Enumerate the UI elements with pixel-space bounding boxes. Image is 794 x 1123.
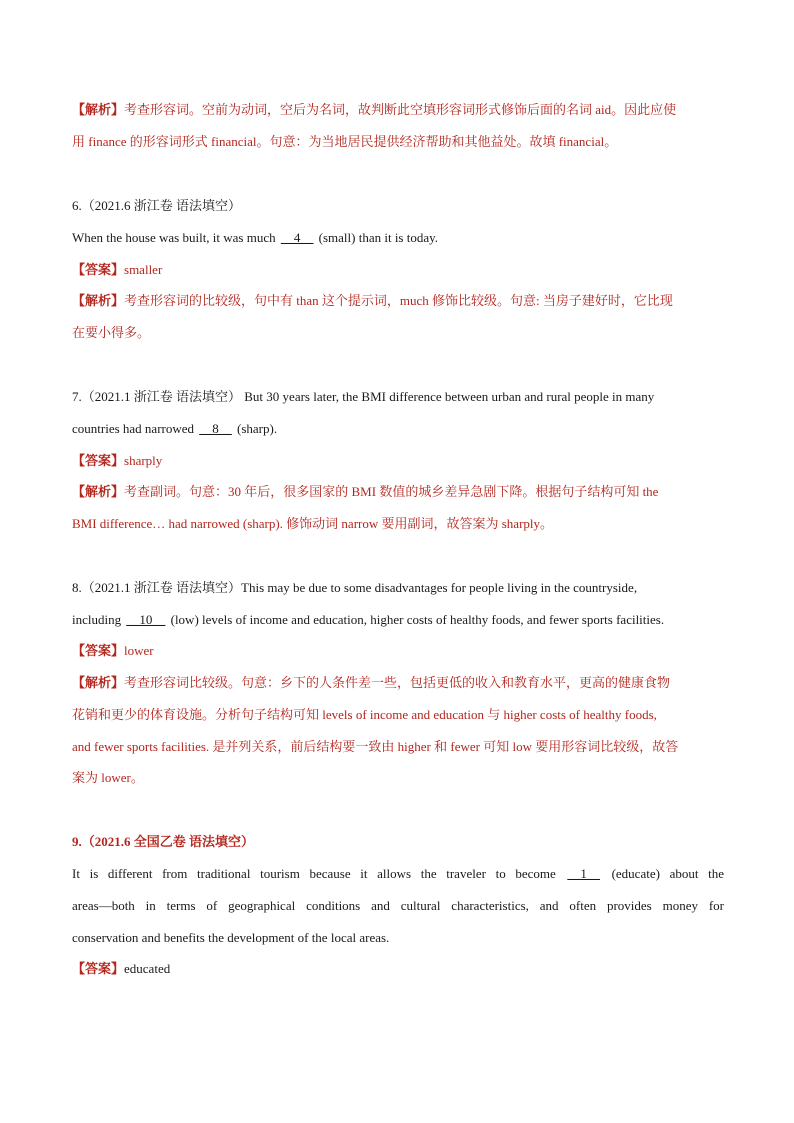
q7-sentence-pre: countries had narrowed [72,421,198,436]
q9-answer [72,960,170,978]
q8-analysis-line2: 花销和更少的体育设施。分析句子结构可知 levels of income and education 与 higher costs of healthy foods, [72,707,657,722]
q5-analysis-tag: 【解析】 [72,102,125,117]
q8-analysis-line1 [72,674,670,692]
q9-header: 9.（2021.6 全国乙卷 语法填空） [72,834,255,849]
q8-sentence-post: (low) levels of income and education, higher costs of healthy foods, and fewer sports facilities. [167,612,665,627]
q6-analysis-tag: 【解析】 [72,293,125,308]
q6-answer-text: smaller [124,262,163,277]
q6-answer [72,261,162,279]
q8-sentence-text1: This may be due to some disadvantages for people living in the countryside, [241,580,638,595]
q9-sentence-post: (educate) about the [601,866,724,881]
q7-answer [72,452,162,470]
q6-sentence-post: (small) than it is today. [315,230,439,245]
q8-analysis-tag: 【解析】 [72,675,125,690]
q7-analysis-line2: BMI difference… had narrowed (sharp). 修饰动词 narrow 要用副词，故答案为 sharply。 [72,516,554,531]
q7-answer-tag: 【答案】 [72,453,125,468]
q8-sentence-line1 [72,579,637,597]
q7-blank: __8__ [199,421,232,436]
q7-sentence-post: (sharp). [233,421,278,436]
q6-header: 6.（2021.6 浙江卷 语法填空） [72,198,242,213]
q7-answer-text: sharply [124,453,163,468]
q8-blank: __10__ [126,612,166,627]
q5-analysis-line2: 用 finance 的形容词形式 financial。句意：为当地居民提供经济帮助和其他益处。故填 financial。 [72,134,618,149]
q6-analysis-line1 [72,292,673,310]
q8-answer [72,642,154,660]
q7-header: 7.（2021.1 浙江卷 语法填空） [72,389,242,404]
q7-analysis-line1 [72,483,658,501]
q6-analysis-line2: 在要小得多。 [72,325,151,340]
q8-analysis-text1: 考查形容词比较级。句意：乡下的人条件差一些，包括更低的收入和教育水平，更高的健康食物 [124,675,671,690]
q9-sentence-line3: conservation and benefits the development of the local areas. [72,930,390,945]
q6-answer-tag: 【答案】 [72,262,125,277]
q7-sentence-text1: But 30 years later, the BMI difference between urban and rural people in many [241,389,655,404]
q6-blank: __4__ [280,230,314,245]
q7-sentence-line2 [72,420,277,438]
q7-analysis-text1: 考查副词。句意：30 年后，很多国家的 BMI 数值的城乡差异急剧下降。根据句子结构可知 the [124,484,659,499]
q6-sentence-pre: When the house was built, it was much [72,230,279,245]
q9-sentence-pre: It is different from traditional tourism because it allows the traveler to become [72,866,566,881]
q6-sentence [72,229,438,247]
q7-sentence-line1 [72,388,654,406]
q8-answer-text: lower [124,643,154,658]
q8-sentence-line2 [72,611,664,629]
q8-header: 8.（2021.1 浙江卷 语法填空） [72,580,242,595]
q5-analysis-line1 [72,101,676,119]
q7-analysis-tag: 【解析】 [72,484,125,499]
q8-answer-tag: 【答案】 [72,643,125,658]
q9-blank: __1__ [567,866,600,881]
q8-analysis-line3: and fewer sports facilities. 是并列关系，前后结构要一致由 higher 和 fewer 可知 low 要用形容词比较级，故答 [72,739,679,754]
q9-sentence-line2: areas—both in terms of geographical conditions and cultural characteristics, and often provides money for [72,898,724,913]
q9-answer-text: educated [124,961,171,976]
q6-analysis-text1: 考查形容词的比较级，句中有 than 这个提示词，much 修饰比较级。句意: 当房子建好时，它比现 [124,293,673,308]
q5-analysis-text1: 考查形容词。空前为动词，空后为名词，故判断此空填形容词形式修饰后面的名词 aid。因此应使 [124,102,677,117]
q8-analysis-line4: 案为 lower。 [72,770,144,785]
q9-answer-tag: 【答案】 [72,961,125,976]
q8-sentence-pre: including [72,612,125,627]
q9-sentence-line1 [72,865,724,883]
